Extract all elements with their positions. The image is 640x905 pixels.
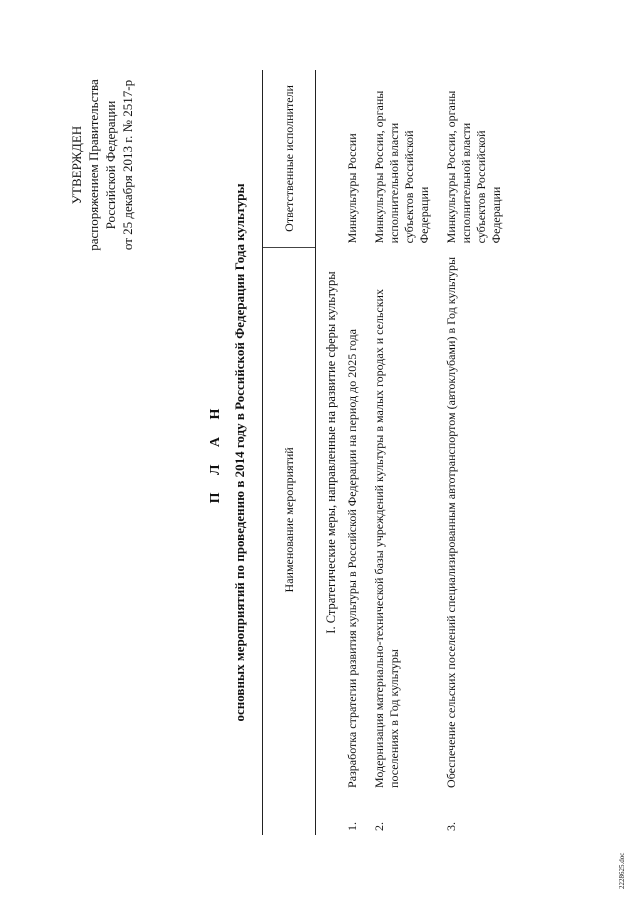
page-title: П Л А Н: [208, 401, 223, 504]
approval-line-4: от 25 декабря 2013 г. № 2517-р: [120, 79, 135, 251]
table-header-row: [263, 70, 316, 835]
approval-stamp: [68, 30, 136, 300]
row-event-name: Обеспечение сельских поселений специализированным автотранспортом (автоклубами) в Год культуры: [444, 256, 458, 788]
section-row: [316, 70, 344, 835]
table-row: [343, 70, 370, 835]
row-event-name: Разработка стратегии развития культуры в Российской Федерации на период до 2025 года: [345, 329, 359, 788]
row-number: 1.: [345, 822, 359, 831]
row-event-name: Модернизация материально-технической базы учреждений культуры в малых городах и сельских поселениях в Год культуры: [372, 289, 401, 788]
header-event-name: Наименование мероприятий: [263, 247, 316, 792]
page-subtitle: основных мероприятий по проведению в 2014 году в Российской Федерации Года культуры: [232, 183, 247, 722]
table-row: [370, 70, 442, 835]
section-title: I. Стратегические меры, направленные на развитие сферы культуры: [324, 271, 338, 634]
file-identifier: 2228625.doc: [618, 852, 626, 889]
table-row: [442, 70, 514, 835]
approval-line-1: УТВЕРЖДЕН: [69, 125, 84, 205]
header-responsible: Ответственные исполнители: [263, 70, 316, 247]
row-responsible: Минкультуры России, органы исполнительной власти субъектов Российской Федерации: [444, 90, 503, 244]
row-responsible: Минкультуры России: [345, 133, 359, 244]
row-number: 2.: [372, 822, 386, 831]
header-number: [263, 792, 316, 835]
approval-line-2: распоряжением Правительства: [86, 79, 101, 251]
events-table: [262, 70, 514, 835]
row-responsible: Минкультуры России, органы исполнительной власти субъектов Российской Федерации: [372, 90, 431, 244]
approval-line-3: Российской Федерации: [103, 100, 118, 230]
row-number: 3.: [444, 822, 458, 831]
